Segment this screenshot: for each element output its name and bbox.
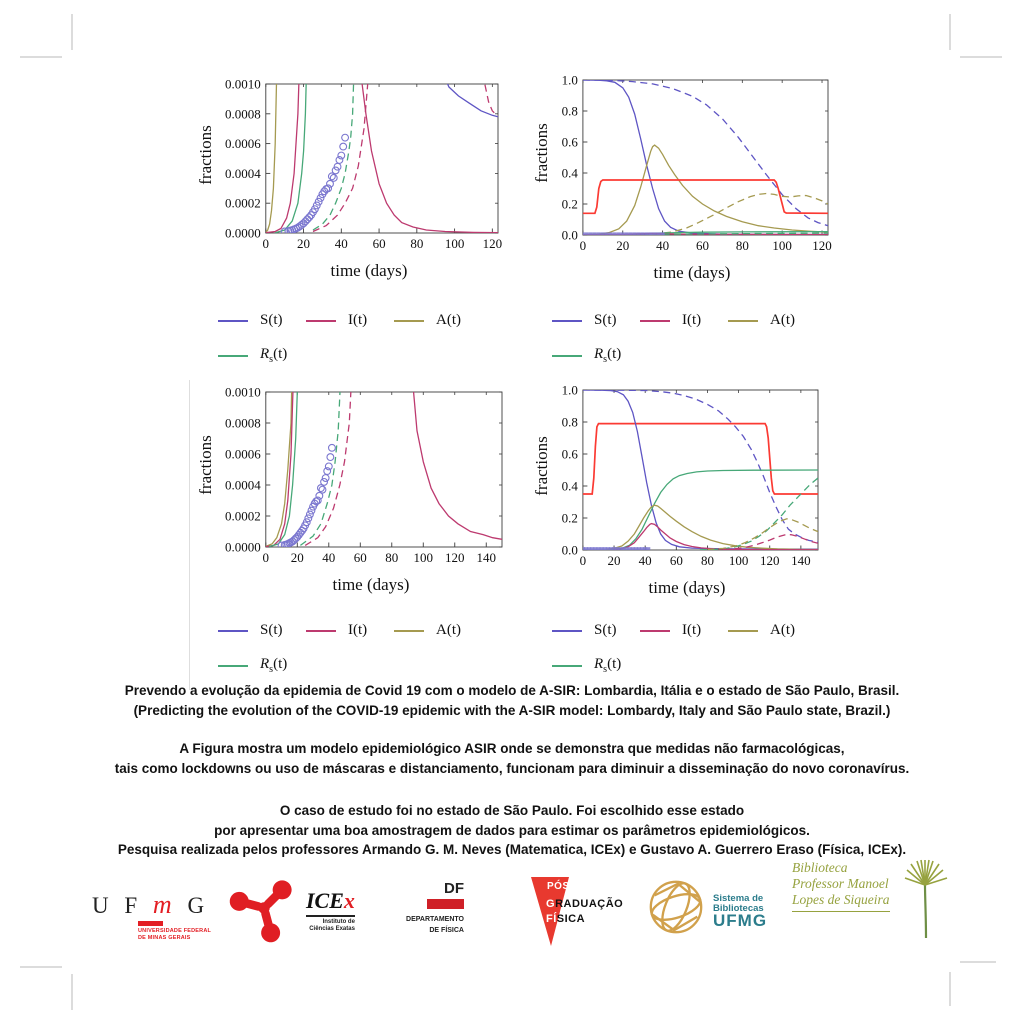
svg-text:0.0006: 0.0006 (225, 446, 261, 462)
plot-topright-fractions (556, 72, 836, 257)
svg-text:20: 20 (607, 553, 621, 568)
svg-text:40: 40 (322, 550, 336, 565)
svg-text:40: 40 (334, 236, 348, 251)
pgf-line3: FÍSICA (546, 913, 586, 925)
svg-text:0.0008: 0.0008 (225, 415, 261, 431)
divider-line (189, 380, 190, 690)
legend-item-rs: $R_s(t)$ (552, 346, 640, 365)
legend-item-a: A(t) (728, 622, 816, 639)
a-line-swatch (728, 630, 758, 632)
i-line-swatch (640, 630, 670, 632)
svg-text:100: 100 (413, 550, 434, 565)
svg-text:1.0: 1.0 (561, 72, 578, 88)
description-paragraph-2 (0, 801, 1024, 860)
ufmg-logo (92, 890, 211, 941)
chart-block-topright (528, 72, 836, 283)
legend-item-s: S(t) (218, 312, 306, 329)
svg-text:120: 120 (759, 553, 780, 568)
icex-wordmark: ICEx (306, 888, 355, 917)
s-line-swatch (218, 320, 248, 322)
svg-text:100: 100 (728, 553, 749, 568)
svg-text:0.6: 0.6 (561, 446, 578, 462)
rs-line-swatch (218, 355, 248, 357)
legend-item-s: S(t) (218, 622, 306, 639)
svg-text:60: 60 (372, 236, 386, 251)
svg-text:0.0000: 0.0000 (225, 225, 261, 241)
df-red-bar (427, 899, 464, 909)
svg-text:0.0004: 0.0004 (225, 477, 261, 493)
sisbib-line1: Sistema de (713, 892, 764, 904)
svg-text:1.0: 1.0 (561, 382, 578, 398)
rs-line-swatch (552, 665, 582, 667)
df-subtitle: DEPARTAMENTO DE FÍSICA (406, 916, 464, 934)
plot-topleft-zoomed (220, 76, 506, 255)
ufmg-red-bar (138, 921, 163, 926)
s-line-swatch (552, 320, 582, 322)
legend-bottomright (552, 622, 816, 675)
chart-block-bottomright (528, 382, 826, 598)
sistema-bibliotecas-logo (644, 876, 767, 943)
a-line-swatch (394, 320, 424, 322)
legend-item-i: I(t) (306, 622, 394, 639)
svg-text:120: 120 (482, 236, 503, 251)
svg-text:20: 20 (297, 236, 311, 251)
svg-text:0.8: 0.8 (561, 414, 578, 430)
trim-mark (20, 966, 62, 968)
svg-text:100: 100 (444, 236, 465, 251)
svg-text:40: 40 (656, 238, 670, 253)
svg-text:0.2: 0.2 (561, 510, 578, 526)
i-line-swatch (306, 630, 336, 632)
sisbib-globe-icon (644, 876, 708, 943)
chart-block-bottomleft (192, 384, 510, 595)
svg-text:0.8: 0.8 (561, 103, 578, 119)
svg-text:0.0006: 0.0006 (225, 136, 261, 152)
figure-title-pt: Prevendo a evolução da epidemia de Covid 19 com o modelo de A-SIR: Lombardia, Itália e o estado de São Paulo, Brasil. (124, 683, 900, 698)
i-line-swatch (640, 320, 670, 322)
dandelion-icon (890, 860, 948, 945)
icex-logo (226, 866, 355, 955)
svg-text:0.0: 0.0 (561, 227, 578, 243)
x-axis-label: time (days) (332, 575, 410, 594)
svg-text:0.0000: 0.0000 (225, 539, 261, 555)
trim-mark (949, 972, 951, 1006)
svg-text:0.2: 0.2 (561, 196, 578, 212)
trim-mark (960, 961, 996, 963)
i-line-swatch (306, 320, 336, 322)
ufmg-subtitle: UNIVERSIDADE FEDERAL DE MINAS GERAIS (138, 928, 212, 941)
figure-title (0, 681, 1024, 720)
paragraph-line: tais como lockdowns ou uso de máscaras e distanciamento, funcionam para diminuir a disseminação do novo coronavírus. (114, 760, 910, 776)
legend-item-i: I(t) (640, 312, 728, 329)
legend-bottomleft (218, 622, 482, 675)
svg-text:0: 0 (579, 553, 587, 568)
rs-line-swatch (552, 355, 582, 357)
svg-text:140: 140 (476, 550, 497, 565)
y-axis-label: fractions (532, 123, 551, 184)
sisbib-line2: Bibliotecas (713, 902, 764, 914)
svg-text:80: 80 (735, 238, 749, 253)
icex-subtitle: Instituto de Ciências Exatas (309, 919, 355, 932)
figure-title-en: (Predicting the evolution of the COVID-19 epidemic with the A-SIR model: Lombardy, Italy and São Paulo state, Brazil.) (133, 702, 891, 718)
svg-text:0.4: 0.4 (561, 165, 578, 181)
svg-text:0.0002: 0.0002 (225, 195, 261, 211)
svg-text:0: 0 (579, 238, 587, 253)
pgf-line1: PÓS (547, 881, 570, 892)
svg-text:0: 0 (262, 236, 270, 251)
legend-item-s: S(t) (552, 312, 640, 329)
svg-text:0.0010: 0.0010 (225, 76, 261, 92)
paragraph-line: O caso de estudo foi no estado de São Paulo. Foi escolhido esse estado (279, 803, 745, 818)
trim-mark (20, 56, 62, 58)
ufmg-wordmark: U F m G (92, 890, 210, 919)
x-axis-label: time (days) (653, 263, 731, 282)
biblioteca-logo (792, 860, 948, 945)
legend-item-a: A(t) (394, 312, 482, 329)
rs-line-swatch (218, 665, 248, 667)
description-paragraph-1 (0, 739, 1024, 778)
svg-text:60: 60 (695, 238, 709, 253)
legend-topright (552, 312, 816, 365)
legend-topleft (218, 312, 482, 365)
svg-text:20: 20 (616, 238, 630, 253)
pgf-line2: GRADUAÇÃO (546, 898, 624, 910)
svg-text:80: 80 (385, 550, 399, 565)
s-line-swatch (218, 630, 248, 632)
svg-text:20: 20 (290, 550, 304, 565)
trim-mark (960, 56, 1002, 58)
svg-text:0.0002: 0.0002 (225, 508, 261, 524)
biblioteca-text: Biblioteca Professor Manoel Lopes de Siqueira (792, 860, 890, 912)
legend-item-i: I(t) (640, 622, 728, 639)
trim-mark (71, 14, 73, 50)
legend-item-rs: $R_s(t)$ (552, 656, 640, 675)
svg-text:0.4: 0.4 (561, 478, 578, 494)
svg-text:100: 100 (772, 238, 792, 253)
x-axis-label: time (days) (330, 261, 408, 280)
plot-bottomright-fractions (556, 382, 826, 572)
legend-item-a: A(t) (728, 312, 816, 329)
svg-text:0.6: 0.6 (561, 134, 578, 150)
pos-graduacao-fisica-logo (530, 876, 630, 950)
svg-text:0.0008: 0.0008 (225, 106, 261, 122)
ufmg-m-glyph: m (152, 890, 177, 919)
legend-item-a: A(t) (394, 622, 482, 639)
svg-text:80: 80 (410, 236, 424, 251)
paragraph-line: Pesquisa realizada pelos professores Armando G. M. Neves (Matematica, ICEx) e Gustavo A. Guerrero Eraso (Física, ICEx). (117, 842, 907, 857)
a-line-swatch (394, 630, 424, 632)
trim-mark (71, 974, 73, 1010)
df-abbr: DF (444, 880, 464, 897)
icex-x-glyph: x (343, 888, 355, 913)
legend-item-rs: $R_s(t)$ (218, 346, 306, 365)
paragraph-line: A Figura mostra um modelo epidemiológico ASIR onde se demonstra que medidas não farmacológicas, (179, 741, 845, 756)
y-axis-label: fractions (532, 435, 551, 496)
y-axis-label: fractions (196, 125, 215, 185)
plot-bottomleft-zoomed (220, 384, 510, 569)
svg-text:0: 0 (262, 550, 270, 565)
chart-block-topleft (192, 76, 506, 281)
s-line-swatch (552, 630, 582, 632)
legend-item-i: I(t) (306, 312, 394, 329)
legend-item-rs: $R_s(t)$ (218, 656, 306, 675)
svg-text:0.0004: 0.0004 (225, 165, 261, 181)
y-axis-label: fractions (196, 435, 215, 496)
trim-mark (949, 14, 951, 50)
x-axis-label: time (days) (648, 578, 726, 597)
svg-text:60: 60 (353, 550, 367, 565)
svg-text:140: 140 (791, 553, 811, 568)
svg-text:0.0010: 0.0010 (225, 384, 261, 400)
a-line-swatch (728, 320, 758, 322)
svg-text:120: 120 (812, 238, 832, 253)
sisbib-ufmg: UFMG (713, 910, 768, 930)
svg-text:120: 120 (445, 550, 465, 565)
legend-item-s: S(t) (552, 622, 640, 639)
svg-text:60: 60 (669, 553, 683, 568)
paragraph-line: por apresentar uma boa amostragem de dados para estimar os parâmetros epidemiológicos. (214, 822, 810, 838)
departamento-fisica-logo (404, 880, 464, 936)
svg-text:0.0: 0.0 (561, 542, 578, 558)
svg-text:80: 80 (700, 553, 714, 568)
icex-propeller-icon (226, 866, 302, 955)
svg-text:40: 40 (638, 553, 652, 568)
